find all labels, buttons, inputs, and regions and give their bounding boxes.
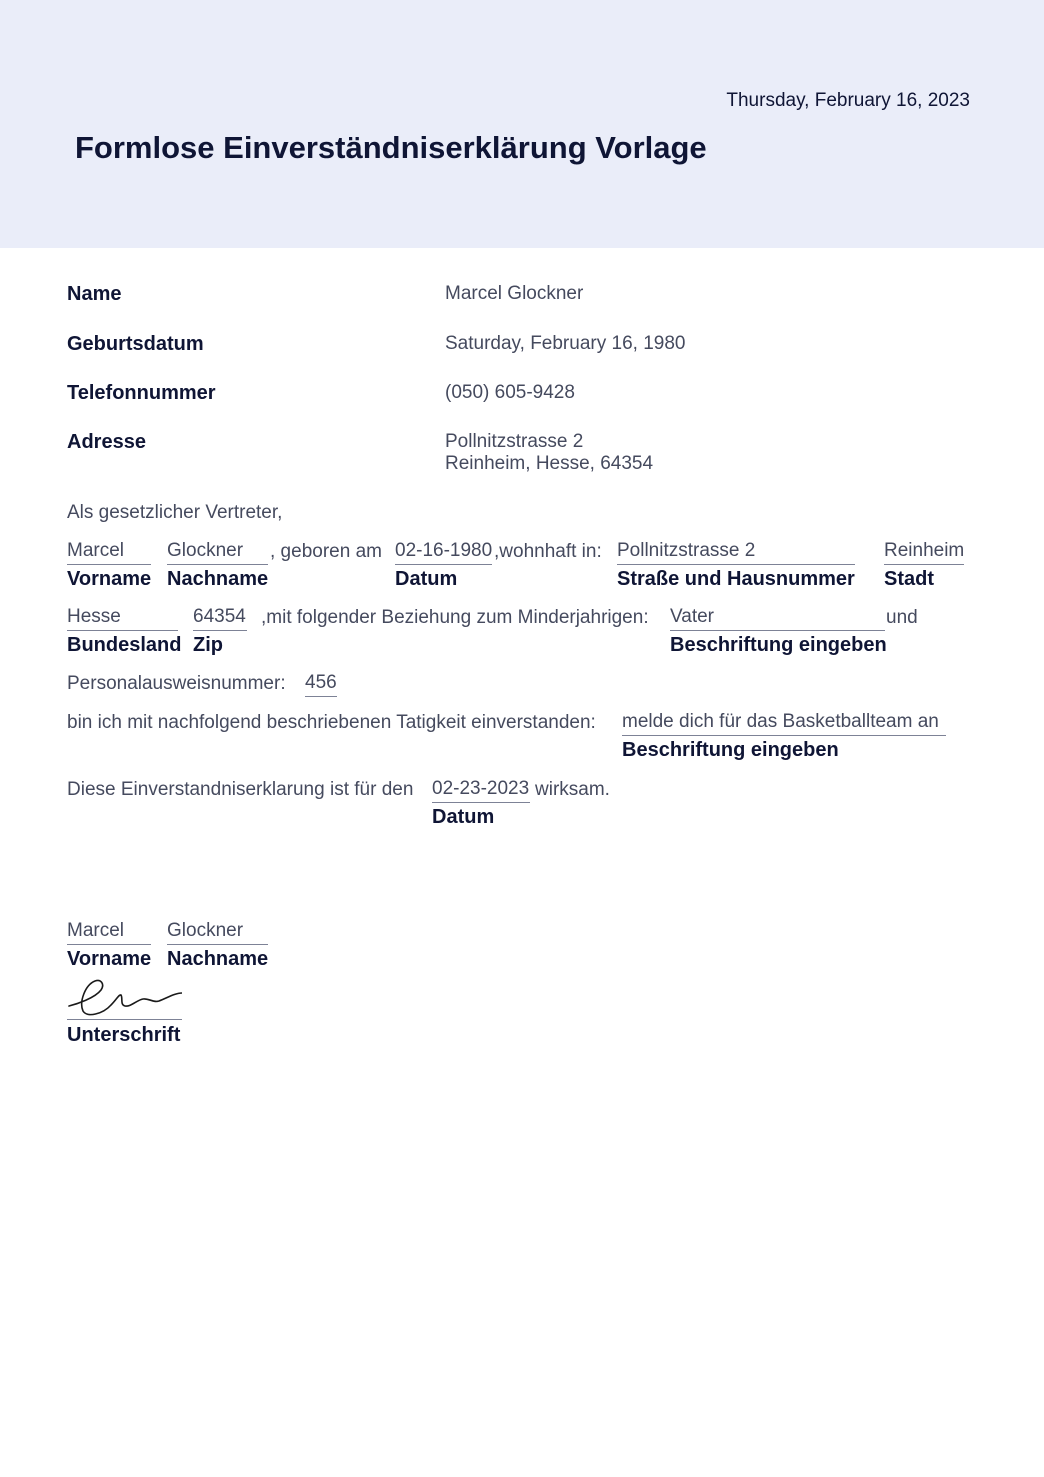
id-label: Personalausweisnummer: [67,673,286,694]
valid-text: Diese Einverstandniserklarung ist für den [67,779,414,800]
street-field[interactable]: Pollnitzstrasse 2 [617,539,855,565]
document-title: Formlose Einverständniserklärung Vorlage [75,130,707,165]
birth-date-field[interactable]: 02-16-1980 [395,539,492,565]
signer-first-name-field[interactable]: Marcel [67,919,151,945]
activity-caption: Beschriftung eingeben [622,739,839,761]
resides-text: ,wohnhaft in: [494,541,602,562]
and-text: und [886,607,918,628]
signature-field[interactable] [67,978,182,1020]
address-label: Adresse [67,431,146,453]
valid-date-caption: Datum [432,806,495,828]
last-name-caption: Nachname [167,568,269,590]
valid-suffix: wirksam. [535,779,610,800]
name-value: Marcel Glockner [445,283,584,304]
zip-caption: Zip [193,634,223,656]
zip-field[interactable]: 64354 [193,605,247,631]
city-caption: Stadt [884,568,934,590]
dob-value: Saturday, February 16, 1980 [445,333,686,354]
header-band [0,0,1044,248]
header-date: Thursday, February 16, 2023 [726,90,970,111]
address-line2: Reinheim, Hesse, 64354 [445,453,654,474]
valid-date-field[interactable]: 02-23-2023 [432,777,530,803]
name-label: Name [67,283,122,305]
born-text: , geboren am [270,541,382,562]
phone-label: Telefonnummer [67,382,216,404]
city-field[interactable]: Reinheim [884,539,964,565]
phone-value: (050) 605-9428 [445,382,575,403]
first-name-field[interactable]: Marcel [67,539,151,565]
state-field[interactable]: Hesse [67,605,178,631]
activity-field[interactable]: melde dich für das Basketballteam an [622,710,946,736]
id-field[interactable]: 456 [305,671,337,697]
intro-text: Als gesetzlicher Vertreter, [67,502,283,523]
relation-caption: Beschriftung eingeben [670,634,887,656]
signer-first-name-caption: Vorname [67,948,152,970]
signer-last-name-caption: Nachname [167,948,269,970]
signer-last-name-field[interactable]: Glockner [167,919,268,945]
activity-text: bin ich mit nachfolgend beschriebenen Tatigkeit einverstanden: [67,712,596,733]
relation-field[interactable]: Vater [670,605,885,631]
first-name-caption: Vorname [67,568,152,590]
state-caption: Bundesland [67,634,182,656]
birth-date-caption: Datum [395,568,458,590]
dob-label: Geburtsdatum [67,333,204,355]
relation-text: ,mit folgender Beziehung zum Minderjahrigen: [261,607,649,628]
signature-scribble-icon [67,978,182,1019]
street-caption: Straße und Hausnummer [617,568,855,590]
signature-caption: Unterschrift [67,1024,181,1046]
last-name-field[interactable]: Glockner [167,539,268,565]
address-line1: Pollnitzstrasse 2 [445,431,584,452]
